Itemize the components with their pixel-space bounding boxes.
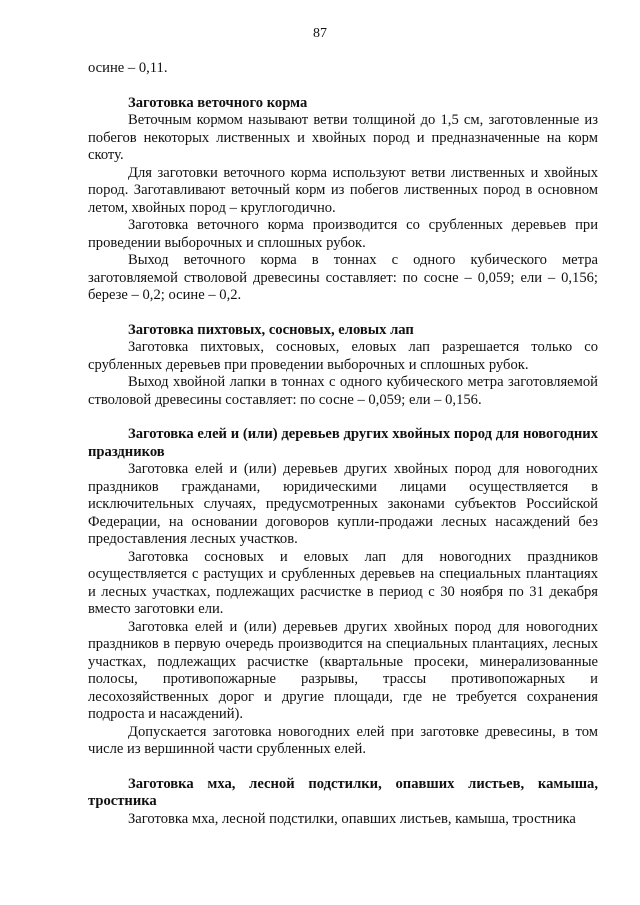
body-paragraph: осине – 0,11.: [88, 60, 168, 76]
body-paragraph: Допускается заготовка новогодних елей при заготовке древесины, в том числе из вершинной части срубленных елей.: [88, 723, 598, 757]
section-heading: Заготовка мха, лесной подстилки, опавших листьев, камыша, тростника: [88, 775, 598, 809]
document-body: [88, 60, 598, 828]
section-spacer: [88, 78, 598, 95]
body-paragraph: Выход хвойной лапки в тоннах с одного кубического метра заготовляемой стволовой древесины составляет: по сосне – 0,059; ели – 0,156.: [88, 374, 598, 408]
section-spacer: [88, 409, 598, 426]
page-number: 87: [313, 26, 327, 41]
section-heading: Заготовка елей и (или) деревьев других хвойных пород для новогодних праздников: [88, 426, 598, 460]
body-paragraph: Заготовка пихтовых, сосновых, еловых лап разрешается только со срубленных деревьев при проведении выборочных и сплошных рубок.: [88, 339, 598, 373]
body-paragraph: Заготовка елей и (или) деревьев других хвойных пород для новогодних праздников в первую очередь производится на специальных плантациях, лесных участках, подлежащих расчистке (квартальные просеки, минерализованные полосы, противопожарные разрывы, трассы противопожарных и лесохозяйственных дорог и другие площади, где не требуется сохранения подроста и насаждений).: [88, 618, 598, 722]
section-heading: Заготовка пихтовых, сосновых, еловых лап: [128, 321, 414, 338]
body-paragraph: Заготовка мха, лесной подстилки, опавших листьев, камыша, тростника: [128, 810, 576, 827]
body-paragraph: Заготовка елей и (или) деревьев других хвойных пород для новогодних праздников гражданами, юридическими лицами осуществляется в исключительных случаях, предусмотренных законами субъектов Российской Федерации, на основании договоров купли-продажи лесных насаждений без предоставления лесных участков.: [88, 461, 598, 547]
body-paragraph: Заготовка веточного корма производится со срубленных деревьев при проведении выборочных и сплошных рубок.: [88, 217, 598, 251]
section-spacer: [88, 305, 598, 322]
body-paragraph: Веточным кормом называют ветви толщиной до 1,5 см, заготовленные из побегов некоторых лиственных и хвойных пород и предназначенные на корм скоту.: [88, 112, 598, 163]
section-spacer: [88, 759, 598, 776]
section-heading: Заготовка веточного корма: [128, 94, 308, 111]
body-paragraph: Выход веточного корма в тоннах с одного кубического метра заготовляемой стволовой древесины составляет: по сосне – 0,059; ели – 0,156; березе – 0,2; осине – 0,2.: [88, 252, 598, 303]
body-paragraph: Для заготовки веточного корма используют ветви лиственных и хвойных пород. Заготавливают веточный корм из побегов лиственных пород в основном летом, хвойных пород – круглогодично.: [88, 164, 598, 216]
body-paragraph: Заготовка сосновых и еловых лап для новогодних праздников осуществляется с растущих и срубленных деревьев на специальных плантациях и лесных участках, подлежащих расчистке в период с 30 ноября по 31 декабря вместо заготовки ели.: [88, 548, 598, 617]
